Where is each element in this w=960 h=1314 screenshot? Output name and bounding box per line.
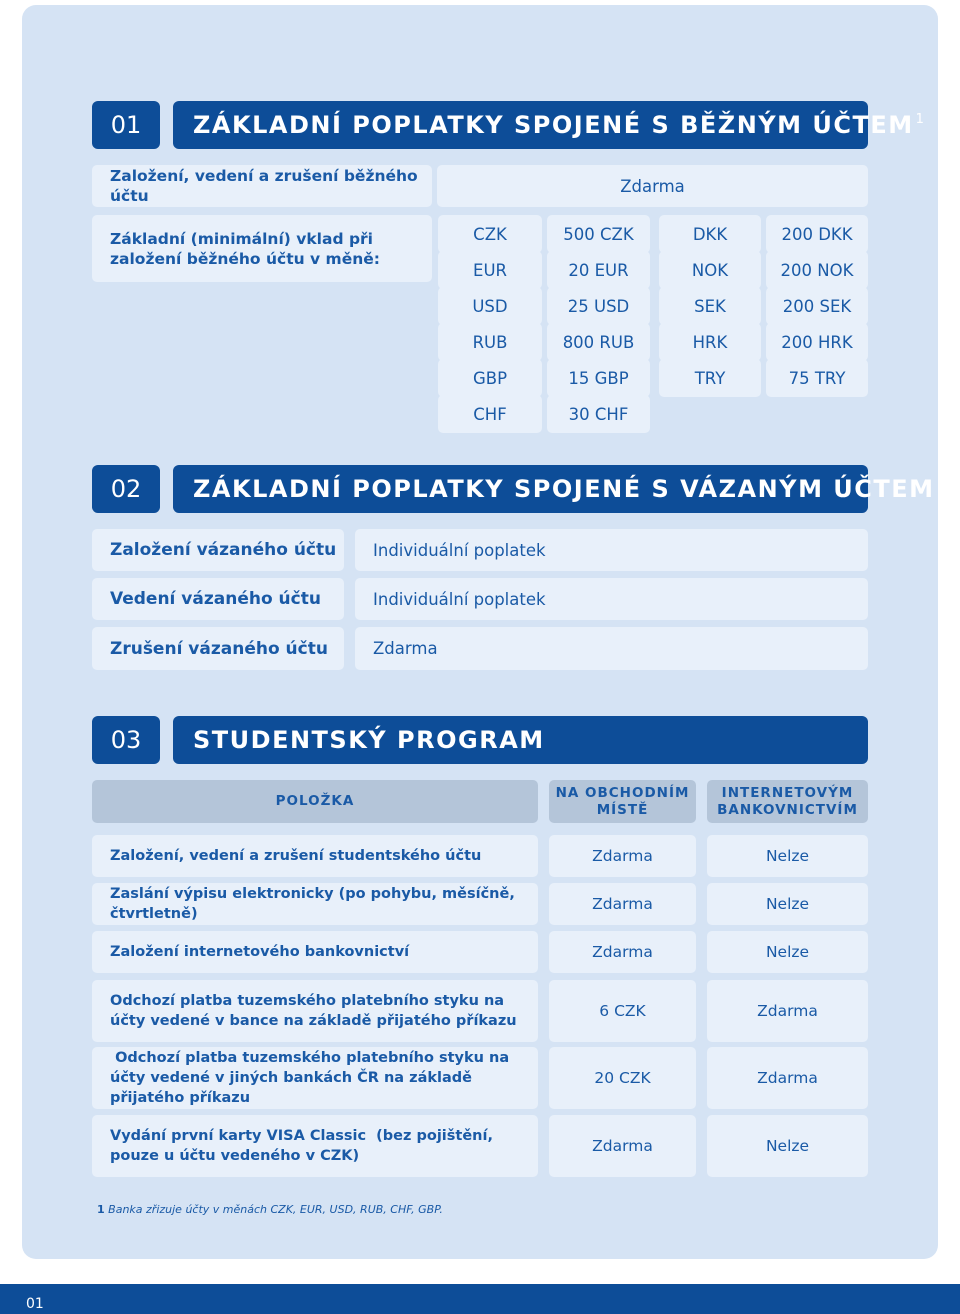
fixed-row-value: Individuální poplatek xyxy=(355,578,868,620)
deposit-currency: CZK xyxy=(438,215,542,253)
student-header-branch: NA OBCHODNÍM MÍSTĚ xyxy=(549,780,696,823)
current-fee-label: Založení, vedení a zrušení běžného účtu xyxy=(92,165,432,207)
deposit-amount: 200 DKK xyxy=(766,215,868,253)
deposit-amount: 75 TRY xyxy=(766,359,868,397)
deposit-currency: EUR xyxy=(438,251,542,289)
section-2-number: 02 xyxy=(92,465,160,513)
deposit-amount: 20 EUR xyxy=(547,251,650,289)
deposit-label: Základní (minimální) vklad při založení běžného účtu v měně: xyxy=(92,215,432,282)
deposit-amount: 200 HRK xyxy=(766,323,868,361)
student-row-branch: 20 CZK xyxy=(549,1047,696,1109)
student-row-branch: 6 CZK xyxy=(549,980,696,1042)
student-row-branch: Zdarma xyxy=(549,883,696,925)
deposit-currency: GBP xyxy=(438,359,542,397)
section-1-number: 01 xyxy=(92,101,160,149)
student-header-internet: INTERNETOVÝM BANKOVNICTVÍM xyxy=(707,780,868,823)
deposit-amount: 800 RUB xyxy=(547,323,650,361)
student-row-internet: Zdarma xyxy=(707,1047,868,1109)
deposit-amount: 200 SEK xyxy=(766,287,868,325)
deposit-currency: DKK xyxy=(659,215,761,253)
deposit-amount: 500 CZK xyxy=(547,215,650,253)
student-row-item: Odchozí platba tuzemského platebního styku na účty vedené v jiných bankách ČR na základě přijatého příkazu xyxy=(92,1047,538,1109)
deposit-currency: TRY xyxy=(659,359,761,397)
section-3-title xyxy=(173,716,868,764)
deposit-currency: SEK xyxy=(659,287,761,325)
deposit-currency: RUB xyxy=(438,323,542,361)
student-row-internet: Zdarma xyxy=(707,980,868,1042)
fixed-row-label: Založení vázaného účtu xyxy=(92,529,344,571)
student-row-internet: Nelze xyxy=(707,883,868,925)
section-1-title-footnote: 1 xyxy=(915,111,924,127)
fixed-row-label: Vedení vázaného účtu xyxy=(92,578,344,620)
student-row-item: Odchozí platba tuzemského platebního styku na účty vedené v bance na základě přijatého příkazu xyxy=(92,980,538,1042)
deposit-currency: USD xyxy=(438,287,542,325)
student-row-branch: Zdarma xyxy=(549,1115,696,1177)
fixed-row-value: Individuální poplatek xyxy=(355,529,868,571)
student-row-item: Zaslání výpisu elektronicky (po pohybu, měsíčně, čtvrtletně) xyxy=(92,883,538,925)
footnote xyxy=(97,1203,443,1216)
section-1-title xyxy=(173,101,924,149)
deposit-currency: NOK xyxy=(659,251,761,289)
footnote-text: Banka zřizuje účty v měnách CZK, EUR, USD, RUB, CHF, GBP. xyxy=(104,1203,443,1216)
student-row-item: Vydání první karty VISA Classic (bez pojištění, pouze u účtu vedeného v CZK) xyxy=(92,1115,538,1177)
section-3-title-text: STUDENTSKÝ PROGRAM xyxy=(193,726,545,754)
deposit-currency: CHF xyxy=(438,395,542,433)
student-row-item: Založení, vedení a zrušení studentského účtu xyxy=(92,835,538,877)
student-header-item: POLOŽKA xyxy=(92,780,538,823)
section-1-title-text: ZÁKLADNÍ POPLATKY SPOJENÉ S BĚŽNÝM ÚČTEM xyxy=(193,111,914,139)
page-number: 01 xyxy=(26,1296,44,1312)
section-2-title xyxy=(173,465,945,513)
deposit-amount: 25 USD xyxy=(547,287,650,325)
deposit-amount: 15 GBP xyxy=(547,359,650,397)
student-row-item: Založení internetového bankovnictví xyxy=(92,931,538,973)
fixed-row-value: Zdarma xyxy=(355,627,868,670)
deposit-amount: 200 NOK xyxy=(766,251,868,289)
student-row-branch: Zdarma xyxy=(549,835,696,877)
current-fee-value: Zdarma xyxy=(437,165,868,207)
deposit-currency: HRK xyxy=(659,323,761,361)
student-row-internet: Nelze xyxy=(707,835,868,877)
fixed-row-label: Zrušení vázaného účtu xyxy=(92,627,344,670)
footnote-mark: 1 xyxy=(97,1203,105,1216)
student-row-internet: Nelze xyxy=(707,931,868,973)
student-row-branch: Zdarma xyxy=(549,931,696,973)
section-2-title-text: ZÁKLADNÍ POPLATKY SPOJENÉ S VÁZANÝM ÚČTEM xyxy=(193,475,935,503)
section-3-number: 03 xyxy=(92,716,160,764)
student-row-internet: Nelze xyxy=(707,1115,868,1177)
section-2-title-footnote: 1 xyxy=(936,475,945,491)
bottom-bar xyxy=(0,1284,960,1314)
deposit-amount: 30 CHF xyxy=(547,395,650,433)
